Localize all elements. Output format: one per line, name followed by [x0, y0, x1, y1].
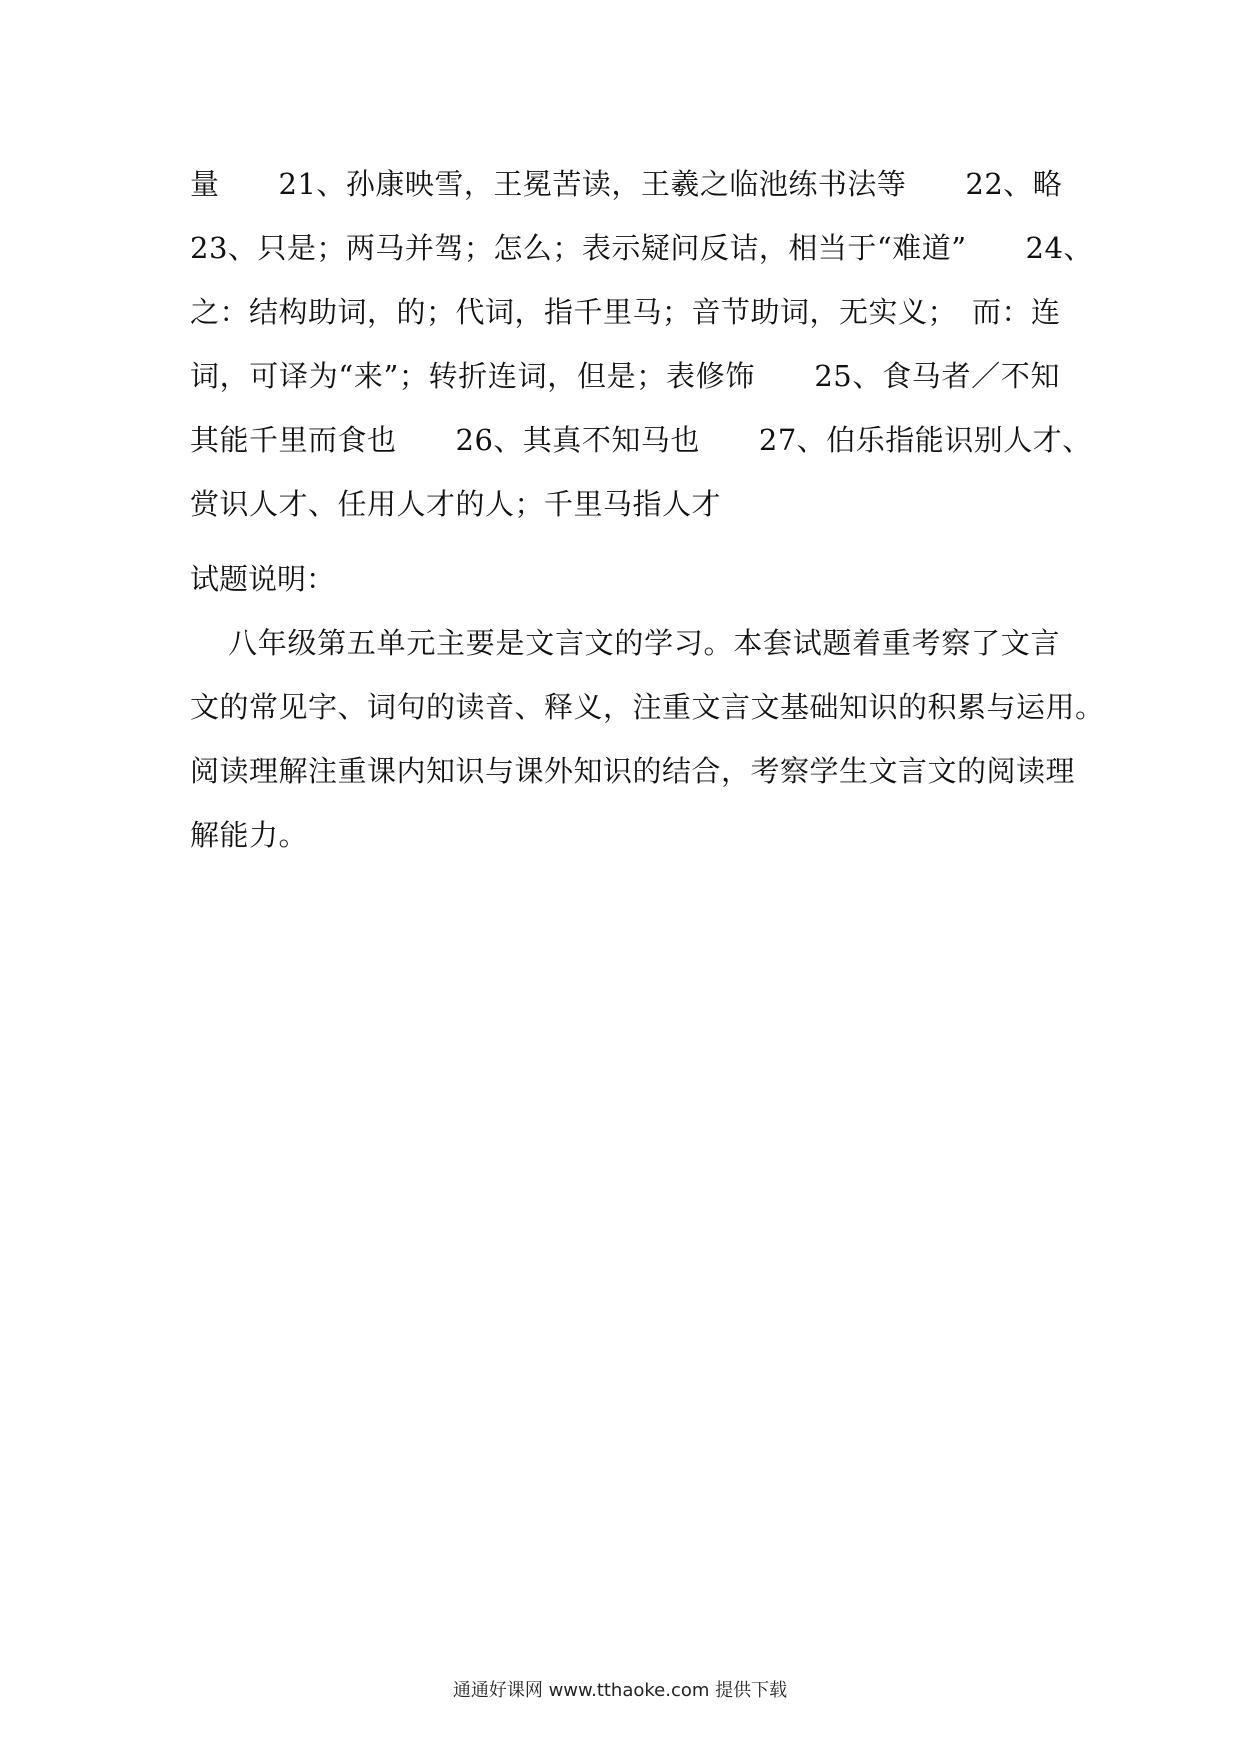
explanation-line-2: 文的常见字、词句的读音、释义，注重文言文基础知识的积累与运用。 — [190, 690, 1105, 724]
answer-line-4: 词，可译为“来”；转折连词，但是；表修饰 25、食马者／不知 — [190, 359, 1060, 393]
explanation-paragraph — [190, 611, 1105, 867]
answer-line-3: 之：结构助词，的；代词，指千里马；音节助词，无实义； 而：连 — [190, 295, 1061, 329]
answer-line-2: 23、只是；两马并驾；怎么；表示疑问反诘，相当于“难道” 24、 — [190, 231, 1093, 265]
answer-key-block — [190, 152, 1093, 536]
explanation-heading: 试题说明： — [190, 562, 336, 596]
answer-line-6: 赏识人才、任用人才的人；千里马指人才 — [190, 487, 722, 521]
explanation-line-1: 八年级第五单元主要是文言文的学习。本套试题着重考察了文言 — [228, 626, 1060, 660]
explanation-line-3: 阅读理解注重课内知识与课外知识的结合，考察学生文言文的阅读理 — [190, 754, 1076, 788]
answer-line-5: 其能千里而食也 26、其真不知马也 27、伯乐指能识别人才、 — [190, 423, 1092, 457]
page-footer: 通通好课网 www.tthaoke.com 提供下载 — [452, 1680, 788, 1701]
explanation-line-4: 解能力。 — [190, 818, 309, 852]
answer-line-1: 量 21、孙康映雪，王冕苦读，王羲之临池练书法等 22、略 — [190, 167, 1063, 201]
